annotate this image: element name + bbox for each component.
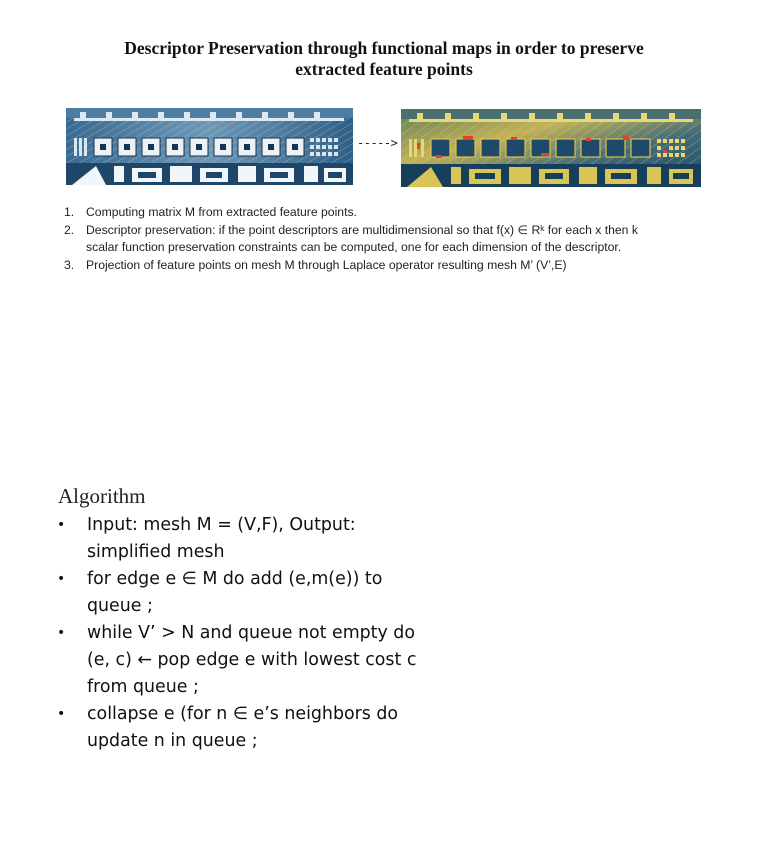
steps-list [64,204,664,274]
algorithm-step-text: collapse e (for n ∈ e’s neighbors do update n in queue ; [87,704,399,751]
arrow-indicator: -----> [357,136,398,150]
bullet-icon: • [57,625,66,641]
list-item [56,620,426,701]
algorithm-step-text: while V’ > N and queue not empty do (e, c) ← pop edge e with lowest cost c from queue ; [87,623,417,697]
bullet-icon: • [57,571,66,587]
list-item [64,204,664,222]
step-text: Projection of feature points on mesh M through Laplace operator resulting mesh M’ (V’,E) [86,257,567,272]
algorithm-step-text: Input: mesh M = (V,F), Output: simplified mesh [87,515,356,562]
algorithm-step-text: for edge e ∈ M do add (e,m(e)) to queue ; [87,569,383,616]
list-item [56,512,426,566]
list-item [64,222,664,257]
feature-points-mesh-image [401,109,701,187]
list-item [56,701,426,755]
algorithm-list [56,512,426,755]
step-number: 1. [64,205,75,219]
algorithm-heading: Algorithm [58,484,146,508]
bullet-icon: • [57,706,66,722]
list-item [56,566,426,620]
step-text: Descriptor preservation: if the point descriptors are multidimensional so that f(x) ∈ Rᵏ for each x then k scalar function preservation constraints can be computed, one for each dimension of the descriptor. [86,222,638,254]
bullet-icon: • [57,517,66,533]
list-item [64,257,664,275]
original-mesh-image [66,108,353,185]
step-number: 3. [64,257,75,272]
step-text: Computing matrix M from extracted feature points. [86,205,357,219]
step-number: 2. [64,222,75,237]
page-title: Descriptor Preservation through functional maps in order to preserve extracted feature points [124,38,644,79]
